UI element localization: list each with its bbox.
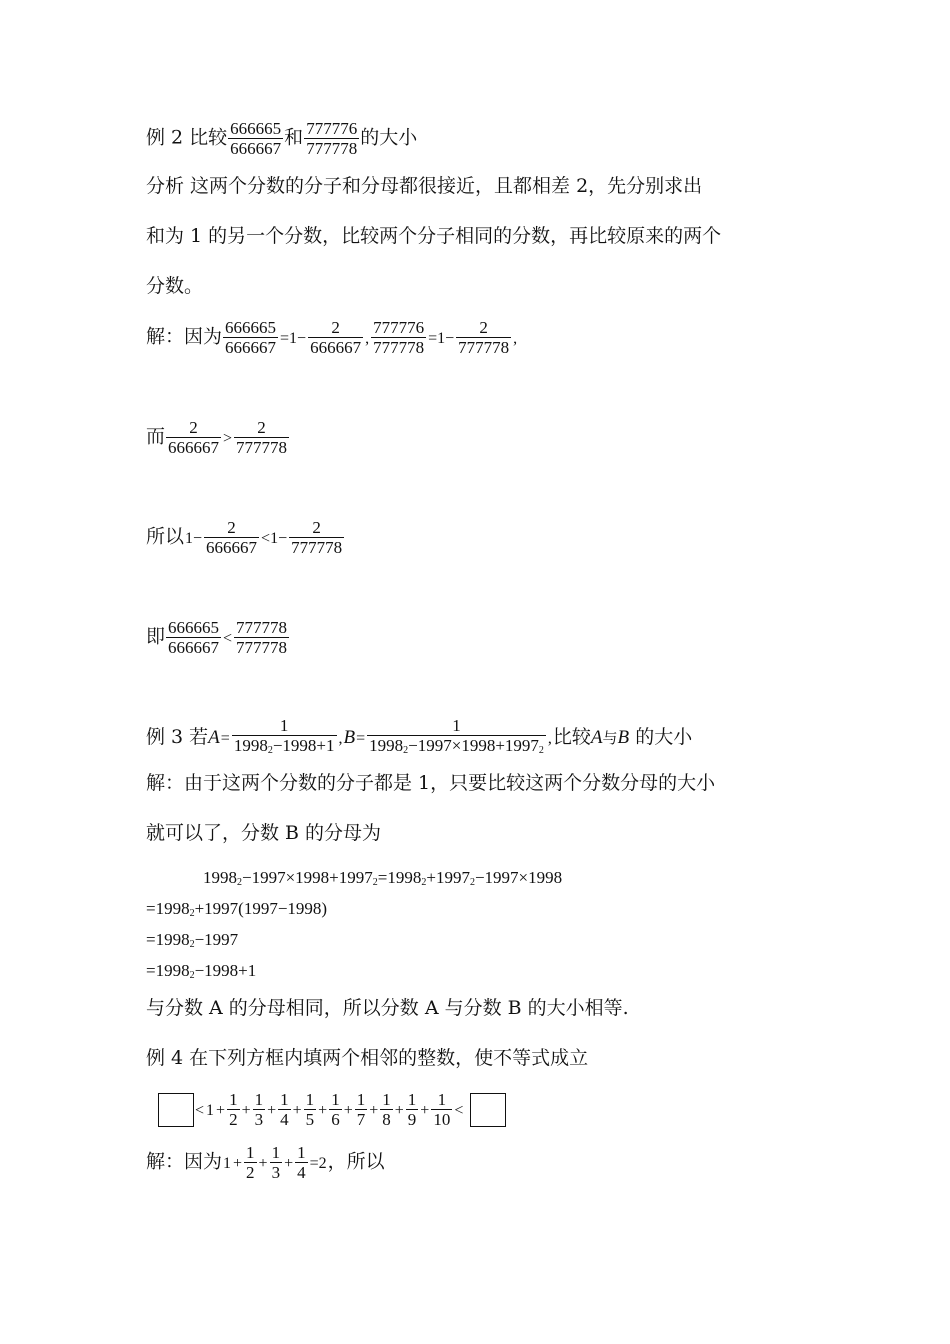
fraction: $\frac{2}{666667}$ [168,418,220,457]
fraction: $\frac{1}{5}$ [305,1090,315,1129]
fraction: $\frac{666665}{666667}$ [230,119,282,158]
inequality-line: < 1 + $\frac{1}{2}$ + $\frac{1}{3}$ + $\frac{1}{4}$ + $\frac{1}{5}$ + $\frac{1}{6}$ + $\frac{1}{7}$ + $\frac{1}{8}$ + $\frac{1}{9}$ + $\frac{1}{10}$ < [158,1090,506,1129]
analysis-line-2: 和为 1 的另一个分数，比较两个分子相同的分数，再比较原来的两个 [146,225,722,247]
fraction: $\frac{1}{8}$ [382,1090,391,1129]
plus-sign: + [267,1101,277,1119]
fraction: $\frac{1}{1998^2-1997\times 1998+1997^2}$ [367,716,546,760]
fraction: $\frac{1}{3}$ [271,1143,281,1182]
plus-sign: + [394,1101,404,1119]
fraction: $\frac{2}{777778}$ [291,518,343,557]
plus-sign: + [369,1101,379,1119]
solution-4-line: 解：因为1 + $\frac{1}{2}$ + $\frac{1}{3}$ + $\frac{1}{4}$ =2，所以 [146,1143,385,1182]
fraction: $\frac{2}{666667}$ [310,318,362,357]
calc-line-4: $=1998^2-1998+1$ [146,961,257,981]
fraction: $\frac{666665}{666667}$ [225,318,277,357]
plus-sign: + [292,1101,302,1119]
answer-box-right[interactable] [470,1093,506,1127]
fraction: $\frac{1}{2}$ [229,1090,238,1129]
fraction: $\frac{1}{2}$ [246,1143,255,1182]
fraction: $\frac{1}{9}$ [407,1090,417,1129]
calc-line-2: $=1998^2+1997(1997-1998)$ [146,899,328,919]
fraction: $\frac{1}{4}$ [297,1143,306,1182]
fraction: $\frac{1}{1998^2-1998+1}$ [232,716,337,760]
fraction: $\frac{777778}{777778}$ [236,618,288,657]
fraction: $\frac{777776}{777778}$ [306,119,358,158]
fraction: $\frac{1}{4}$ [280,1090,289,1129]
calc-line-3: $=1998^2-1997$ [146,930,239,950]
ji-line: 即 $\frac{666665}{666667}$ < $\frac{777778}{777778}$ [146,618,288,657]
fraction: $\frac{2}{777778}$ [236,418,288,457]
fraction: $\frac{777776}{777778}$ [373,318,425,357]
plus-sign: + [216,1101,226,1119]
plus-sign: + [343,1101,353,1119]
solution-3-line-2: 就可以了，分数 B 的分母为 [146,822,382,844]
example-4-line: 例 4 在下列方框内填两个相邻的整数，使不等式成立 [146,1047,589,1069]
fraction: $\frac{666665}{666667}$ [168,618,220,657]
solution-3-line-3: 与分数 A 的分母相同，所以分数 A 与分数 B 的大小相等. [146,997,629,1019]
example-3-line: 例 3 若A= $\frac{1}{1998^2-1998+1}$ ,B= $\frac{1}{1998^2-1997\times 1998+1997^2}$ ,比较A与B 的大小 [146,716,692,760]
solution-3-line-1: 解：由于这两个分数的分子都是 1，只要比较这两个分数分母的大小 [146,772,716,794]
suoyi-line: 所以1− $\frac{2}{666667}$ <1− $\frac{2}{777778}$ [146,518,343,557]
example-2-label: 例 2 比较 [146,126,228,149]
answer-box-left[interactable] [158,1093,194,1127]
plus-sign: + [241,1101,251,1119]
er-line: 而 $\frac{2}{666667}$ > $\frac{2}{777778}$ [146,418,288,457]
analysis-line-1: 分析 这两个分数的分子和分母都很接近，且都相差 2，先分别求出 [146,175,703,197]
example-2-line: 例 2 比较 $\frac{666665}{666667}$ 和 $\frac{777776}{777778}$ 的大小 [146,119,418,158]
solution-2-line: 解：因为 $\frac{666665}{666667}$ =1− $\frac{2}{666667}$ , $\frac{777776}{777778}$ =1− $\frac{2}{777778}$ , [146,318,518,357]
fraction: $\frac{2}{666667}$ [206,518,258,557]
fraction: $\frac{2}{777778}$ [458,318,510,357]
fraction: $\frac{1}{6}$ [331,1090,340,1129]
fraction: $\frac{1}{3}$ [254,1090,264,1129]
calc-line-1: $1998^2-1997\times 1998+1997^2=1998^2+1997^2-1997\times 1998$ [203,868,563,888]
plus-sign: + [318,1101,328,1119]
analysis-line-3: 分数。 [146,275,204,297]
fraction: $\frac{1}{10}$ [433,1090,451,1129]
plus-sign: + [420,1101,430,1119]
fraction: $\frac{1}{7}$ [356,1090,366,1129]
